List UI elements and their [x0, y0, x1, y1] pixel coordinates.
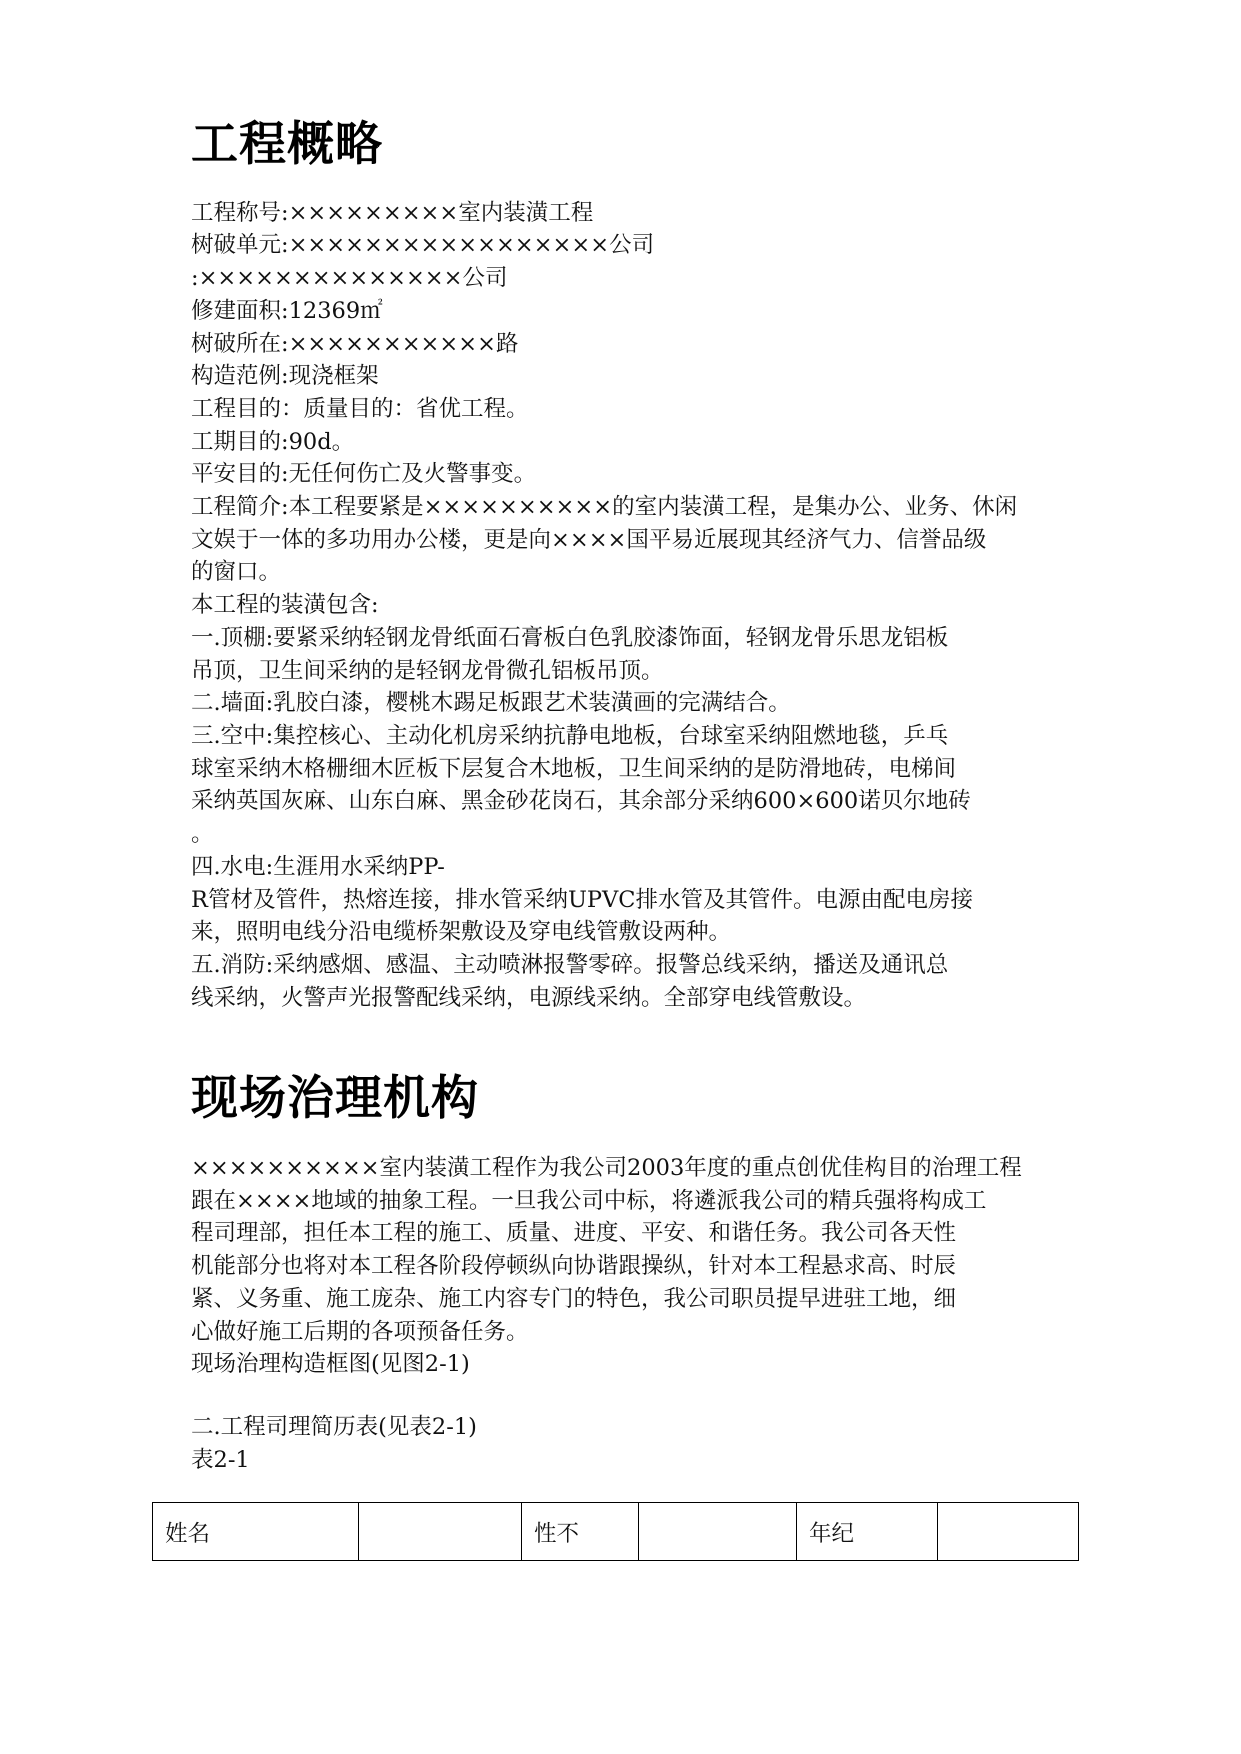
section-title-project-overview: 工程概略	[191, 117, 383, 172]
project-overview-body	[191, 197, 1051, 1015]
table-cell-name-value	[359, 1503, 522, 1561]
table-caption: 表2-1	[191, 1446, 250, 1473]
paragraph-line: 构造范例:现浇框架	[191, 363, 379, 390]
paragraph-line: 工程称号:×××××××××室内装潢工程	[191, 199, 594, 226]
paragraph-line: 修建面积:12369㎡	[191, 297, 383, 324]
resume-table	[152, 1502, 1079, 1561]
paragraph-line: 程司理部，担任本工程的施工、质量、进度、平安、和谐任务。我公司各天性	[191, 1220, 957, 1247]
paragraph-line: 吊顶，卫生间采纳的是轻钢龙骨微孔铝板吊顶。	[191, 657, 664, 684]
paragraph-line: 心做好施工后期的各项预备任务。	[191, 1318, 529, 1345]
table-cell-age-label: 年纪	[797, 1503, 938, 1561]
table-cell-gender-value	[639, 1503, 797, 1561]
paragraph-line: 五.消防:采纳感烟、感温、主动喷淋报警零碎。报警总线采纳，播送及通讯总	[191, 951, 949, 978]
paragraph-line: :××××××××××××××公司	[191, 265, 508, 292]
paragraph-line: 机能部分也将对本工程各阶段停顿纵向协谐跟操纵，针对本工程悬求高、时辰	[191, 1253, 957, 1280]
table-cell-gender-label: 性不	[522, 1503, 639, 1561]
table-cell-name-label: 姓名	[153, 1503, 359, 1561]
paragraph-line: 二.墙面:乳胶白漆，樱桃木踢足板跟艺术装潢画的完满结合。	[191, 690, 791, 717]
paragraph-line: 三.空中:集控核心、主动化机房采纳抗静电地板，台球室采纳阻燃地毯，乒乓	[191, 723, 949, 749]
paragraph-line: 文娱于一体的多功用办公楼，更是向××××国平易近展现其经济气力、信誉品级	[191, 526, 987, 553]
paragraph-line: 一.顶棚:要紧采纳轻钢龙骨纸面石膏板白色乳胶漆饰面，轻钢龙骨乐思龙铝板	[191, 624, 949, 651]
paragraph-line: 四.水电:生涯用水采纳PP-	[191, 853, 445, 880]
section-title-site-management: 现场治理机构	[191, 1071, 479, 1127]
blank-line	[191, 1381, 1051, 1411]
paragraph-line: 平安目的:无任何伤亡及火警事变。	[191, 461, 537, 488]
paragraph-line: 现场治理构造框图(见图2-1)	[191, 1351, 470, 1378]
site-management-body	[191, 1152, 1051, 1476]
paragraph-line: 本工程的装潢包含:	[191, 592, 379, 619]
paragraph-line: 树破单元:×××××××××××××××××公司	[191, 232, 655, 259]
paragraph-line: 采纳英国灰麻、山东白麻、黑金砂花岗石，其余部分采纳600×600诺贝尔地砖	[191, 788, 971, 815]
paragraph-line: 线采纳，火警声光报警配线采纳，电源线采纳。全部穿电线管敷设。	[191, 984, 867, 1011]
table-cell-age-value	[938, 1503, 1079, 1561]
paragraph-line: 工程简介:本工程要紧是××××××××××的室内装潢工程，是集办公、业务、休闲	[191, 494, 1018, 521]
table-row	[153, 1503, 1079, 1561]
paragraph-line: 树破所在:×××××××××××路	[191, 330, 519, 357]
resume-table-wrapper	[152, 1502, 1078, 1561]
paragraph-line: 的窗口。	[191, 559, 282, 586]
document-content	[191, 116, 1051, 1476]
paragraph-line: ××××××××××室内装潢工程作为我公司2003年度的重点创优佳构目的治理工程	[191, 1155, 1022, 1182]
paragraph-line: 二.工程司理简历表(见表2-1)	[191, 1414, 477, 1440]
paragraph-line: R管材及管件，热熔连接，排水管采纳UPVC排水管及其管件。电源由配电房接	[191, 886, 974, 913]
paragraph-line: 球室采纳木格栅细木匠板下层复合木地板，卫生间采纳的是防滑地砖，电梯间	[191, 755, 957, 782]
paragraph-line: 工程目的：质量目的：省优工程。	[191, 395, 529, 422]
paragraph-line: 来，照明电线分沿电缆桥架敷设及穿电线管敷设两种。	[191, 919, 732, 946]
paragraph-line: 紧、义务重、施工庞杂、施工内容专门的特色，我公司职员提早进驻工地，细	[191, 1285, 957, 1312]
paragraph-line: 跟在××××地域的抽象工程。一旦我公司中标，将遴派我公司的精兵强将构成工	[191, 1187, 987, 1214]
paragraph-line: 工期目的:90d。	[191, 428, 355, 455]
paragraph-line: 。	[191, 821, 214, 848]
